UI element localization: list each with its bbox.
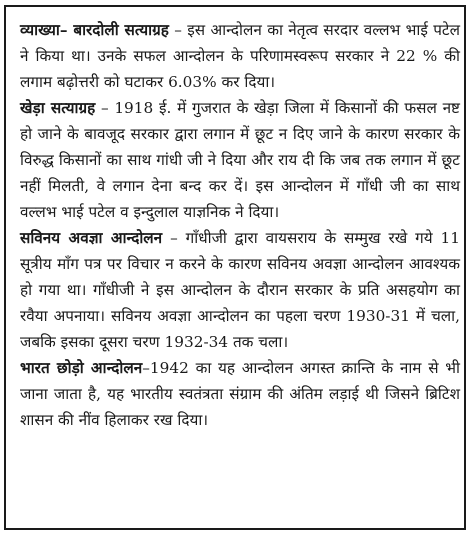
body-kheda: – 1918 ई. में गुजरात के खेड़ा जिला में किसानों की फसल नष्ट हो जाने के बावजूद सरकार द्वारा लगान में छूट न दिए जाने के कारण सरकार के विरुद्ध किसानों का साथ गांधी जी ने दिया और राय दी कि जब तक लगान में छूट नहीं मिलती, वे लगान देना बन्द कर दें। इस आन्दोलन में गाँधी जी का साथ वल्लभ भाई पटेल व इन्दुलाल याज्ञनिक ने दिया।	[20, 99, 460, 221]
heading-civil-disobedience: सविनय अवज्ञा आन्दोलन	[20, 229, 163, 247]
heading-bardoli: व्याख्या– बारदोली सत्याग्रह	[20, 21, 169, 39]
body-quit-india: –1942 का यह आन्दोलन अगस्त क्रान्ति के नाम से भी जाना जाता है, यह भारतीय स्वतंत्रता संग्राम की अंतिम लड़ाई थी जिसने ब्रिटिश शासन की नींव हिलाकर रख दिया।	[20, 359, 461, 429]
paragraph-quit-india	[20, 355, 460, 433]
body-bardoli: – इस आन्दोलन का नेतृत्व सरदार वल्लभ भाई पटेल ने किया था। उनके सफल आन्दोलन के परिणामस्वरूप सरकार ने 22 % की लगाम बढ़ोत्तरी को घटाकर 6.03% कर दिया।	[20, 21, 460, 91]
bordered-text-box	[4, 5, 466, 530]
text-content	[20, 17, 460, 433]
paragraph-bardoli	[20, 17, 460, 95]
body-civil-disobedience: – गाँधीजी द्वारा वायसराय के सम्मुख रखे गये 11 सूत्रीय माँग पत्र पर विचार न करने के कारण सविनय अवज्ञा आन्दोलन आवश्यक हो गया था। गाँधीजी ने इस आन्दोलन के दौरान सरकार के प्रति असहयोग का रवैया अपनाया। सविनय अवज्ञा आन्दोलन का पहला चरण 1930-31 में चला, जबकि इसका दूसरा चरण 1932-34 तक चला।	[20, 229, 460, 351]
heading-quit-india: भारत छोड़ो आन्दोलन	[20, 359, 143, 377]
heading-kheda: खेड़ा सत्याग्रह	[20, 99, 96, 117]
paragraph-kheda	[20, 95, 460, 225]
paragraph-civil-disobedience	[20, 225, 460, 355]
